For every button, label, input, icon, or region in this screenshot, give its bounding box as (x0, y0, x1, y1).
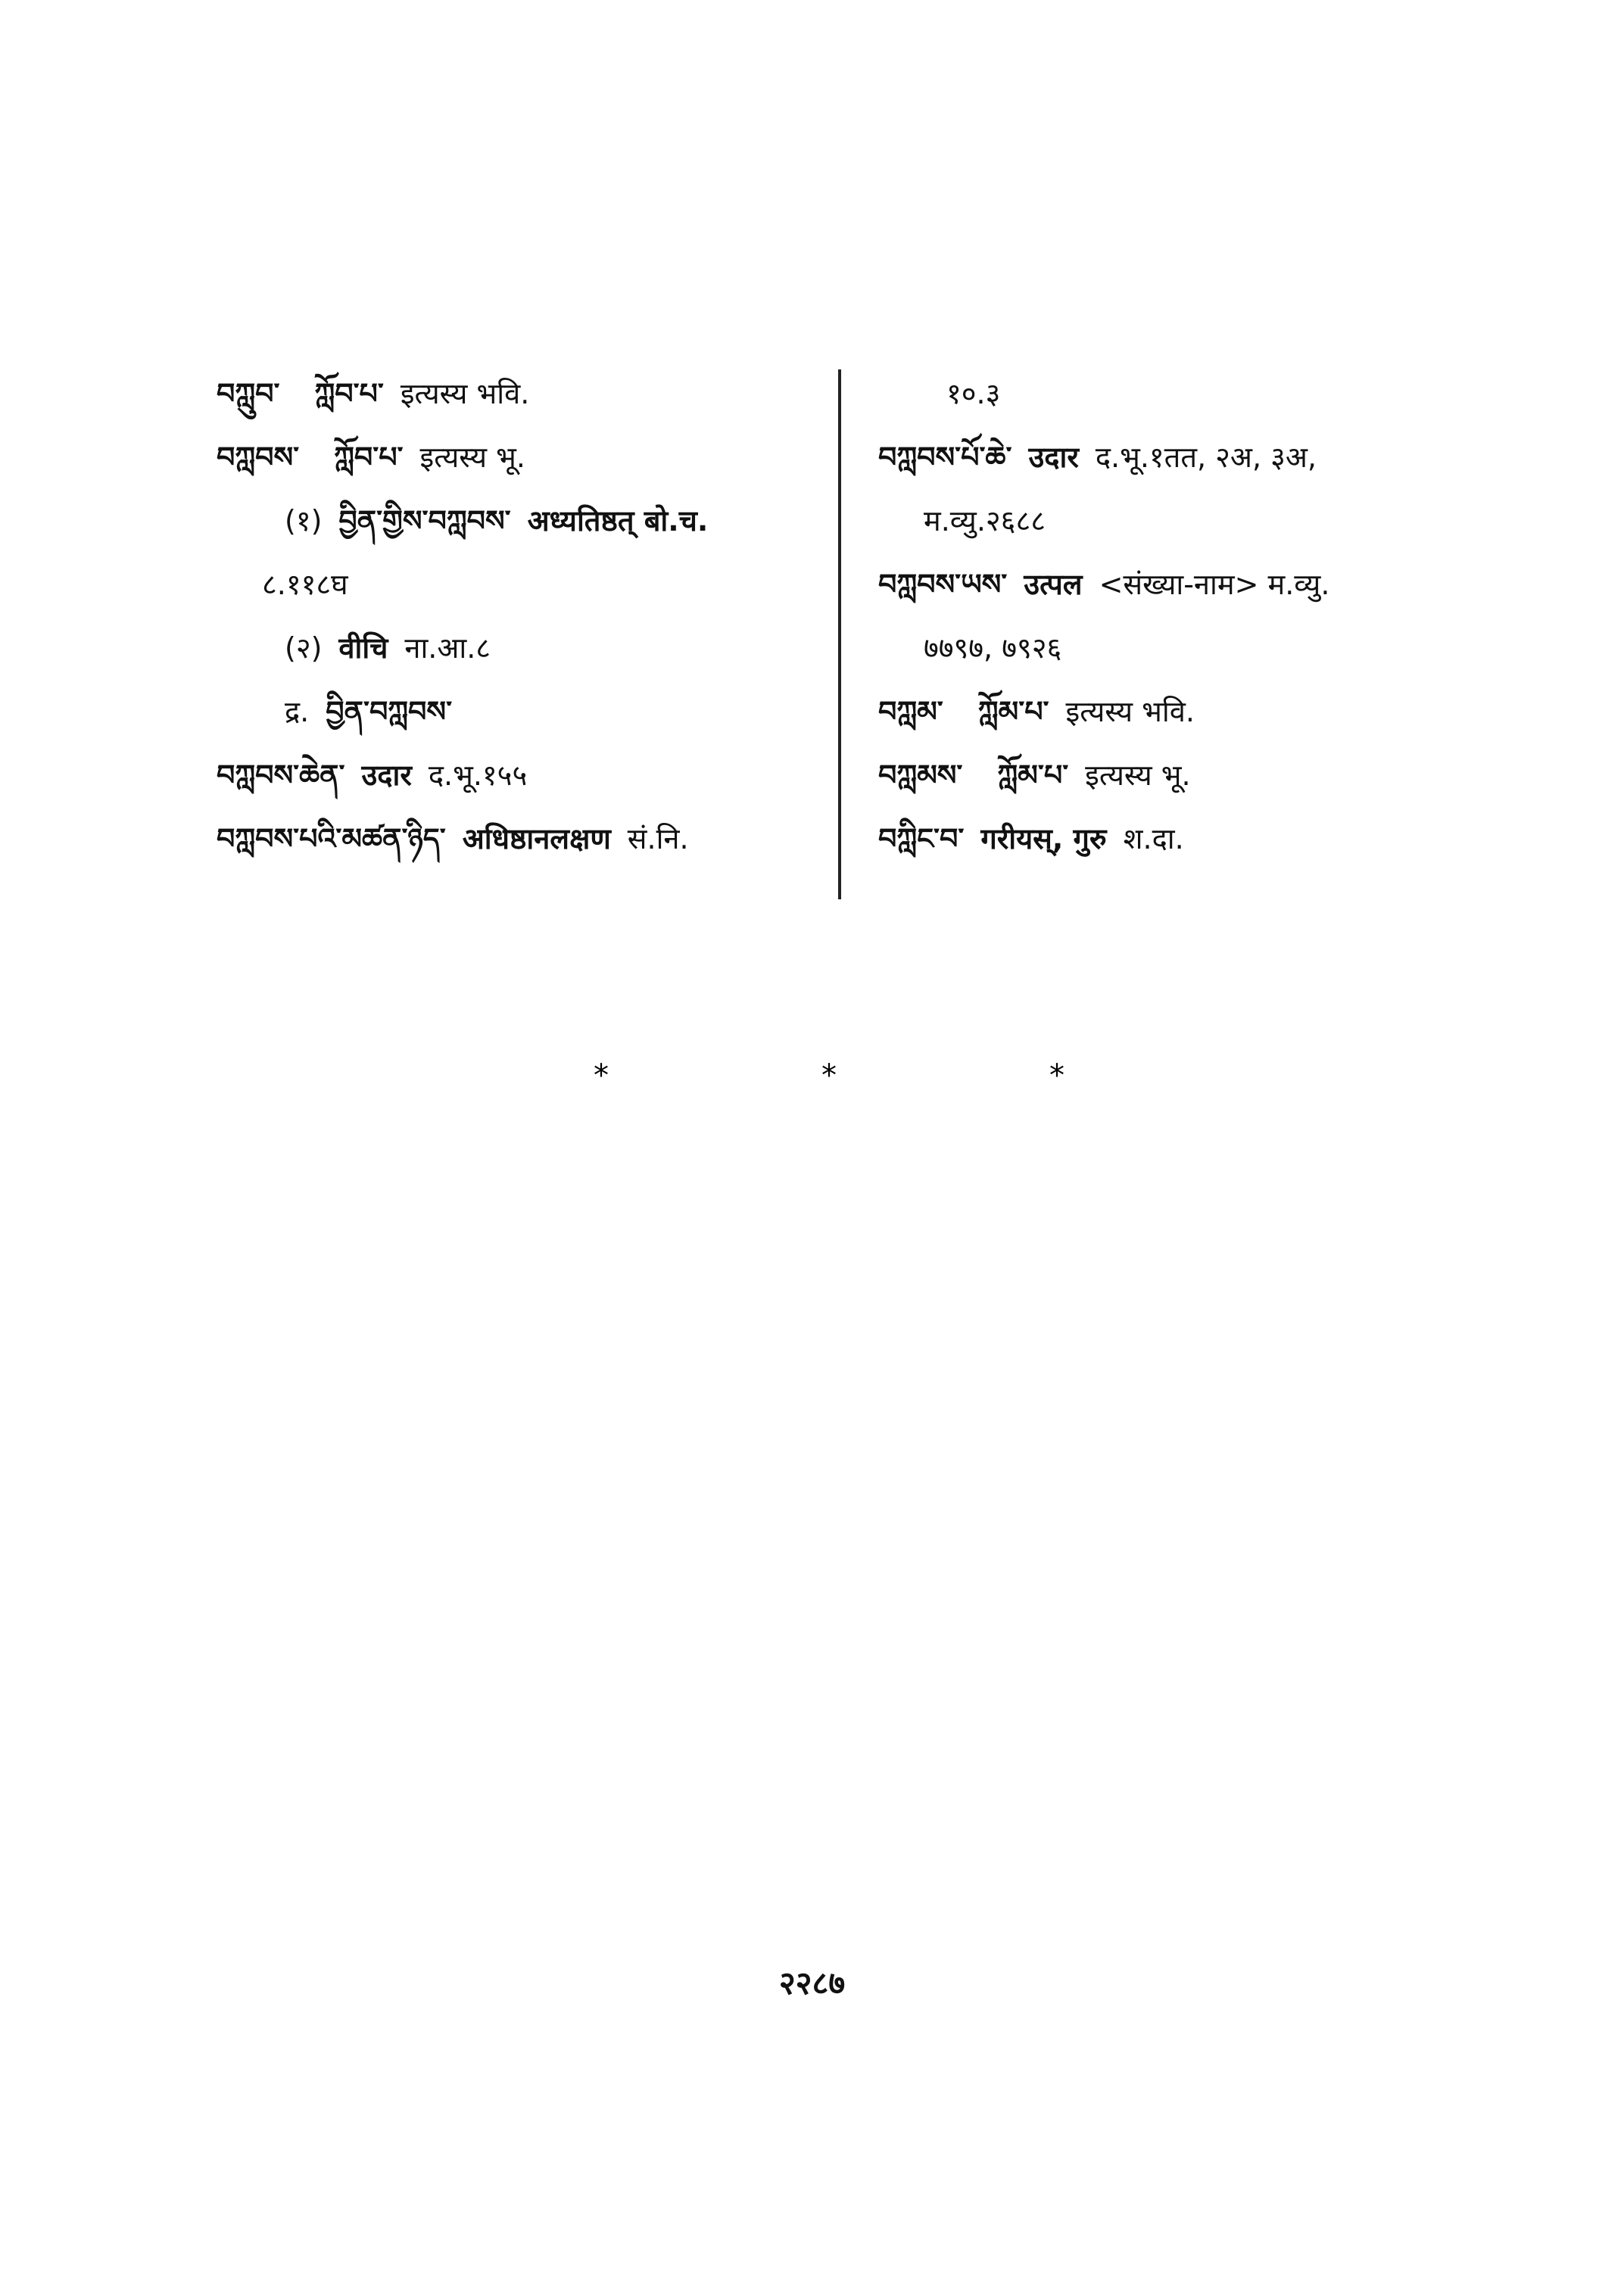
sanskrit-equivalent: वीचि (338, 631, 388, 665)
gloss-sanskrit: इत्यस्य भवि. (400, 377, 530, 410)
sanskrit-equivalent: उदार (361, 759, 412, 792)
sub-entry-line (217, 489, 815, 553)
reference-text: ८.११८घ (262, 568, 348, 601)
entry-line (217, 807, 815, 871)
reference-line (217, 553, 815, 616)
right-column (878, 362, 1476, 871)
gloss-tibetan: ཀློབ་པ་ (334, 441, 404, 474)
entry-line (878, 807, 1476, 871)
entry-line (878, 425, 1476, 489)
entry-line (878, 743, 1476, 807)
sanskrit-equivalent: अधिष्ठानलक्षण (462, 822, 611, 855)
tibetan-phrase: བྱིན་གྱིས་བཀླབས་ (338, 504, 511, 537)
sub-entry-number: (२) (285, 631, 323, 665)
headword: བཀླུབ་ (217, 377, 280, 410)
reference-text: श.दा. (1123, 822, 1184, 855)
reference-text: ७७९७, ७९२६ (924, 631, 1062, 665)
gloss-tibetan: ཀློམ་པ་ (977, 695, 1049, 728)
gloss-tibetan: ཀློབ་པ་ (314, 377, 384, 410)
sub-entry-number: (१) (285, 504, 323, 537)
headword: བཀླབས་ (217, 441, 300, 474)
column-divider (838, 369, 841, 899)
sub-entry-line (217, 616, 815, 680)
entry-line (217, 425, 815, 489)
reference-line (878, 489, 1476, 553)
reference-text: १०.३ (946, 377, 1001, 410)
separator-star: * (821, 1058, 837, 1093)
entry-line (217, 743, 815, 807)
entry-line (878, 553, 1476, 616)
sanskrit-equivalent: उत्पल (1024, 568, 1083, 601)
sanskrit-equivalent: गरीयस्, गुरु (980, 822, 1107, 855)
reference-text: द.भू.१५५ (428, 759, 528, 792)
separator-star: * (1049, 1058, 1064, 1093)
headword: བཀླབས་པོ་ཆེ་ (878, 441, 1012, 474)
headword: བཀླབས་ཆེན་ (217, 759, 345, 792)
reference-text: ना.आ.८ (404, 631, 491, 665)
cross-reference-line (217, 680, 815, 743)
headword: བཀླབས་ཡས་ (878, 568, 1008, 601)
headword: བཀླམ་ (878, 695, 943, 728)
entry-line (878, 680, 1476, 743)
gloss-sanskrit: इत्यस्य भवि. (1065, 695, 1195, 728)
reference-text: <संख्या-नाम> म.व्यु. (1099, 568, 1330, 601)
reference-line (878, 616, 1476, 680)
headword: བཀླམས་ (878, 759, 963, 792)
reference-text: म.व्यु.२६८८ (924, 504, 1046, 537)
page-number: २२८७ (778, 1964, 846, 2002)
reference-line (878, 362, 1476, 425)
gloss-sanskrit: इत्यस्य भू. (1085, 759, 1191, 792)
sanskrit-equivalent: उदार (1028, 441, 1079, 474)
separator-star: * (594, 1058, 609, 1093)
sanskrit-equivalent: अध्यतिष्ठत् बो.च. (527, 504, 709, 537)
gloss-sanskrit: इत्यस्य भू. (419, 441, 525, 474)
gloss-tibetan: ཀློམ་པ་ (997, 759, 1069, 792)
reference-text: द.भू.१तत, २अ, ३अ, (1095, 441, 1317, 474)
tibetan-phrase: བྱིན་བཀླབས་ (326, 695, 453, 728)
entry-line (217, 362, 815, 425)
reference-text: सं.नि. (627, 822, 689, 855)
headword: བཀླིང་བ་ (878, 822, 965, 855)
section-separator (0, 1057, 1624, 1095)
headword: བཀླབས་པའི་མཚན་ཉིད་ (217, 822, 446, 855)
cross-reference-marker: द्र. (285, 695, 310, 728)
left-column (217, 362, 815, 871)
